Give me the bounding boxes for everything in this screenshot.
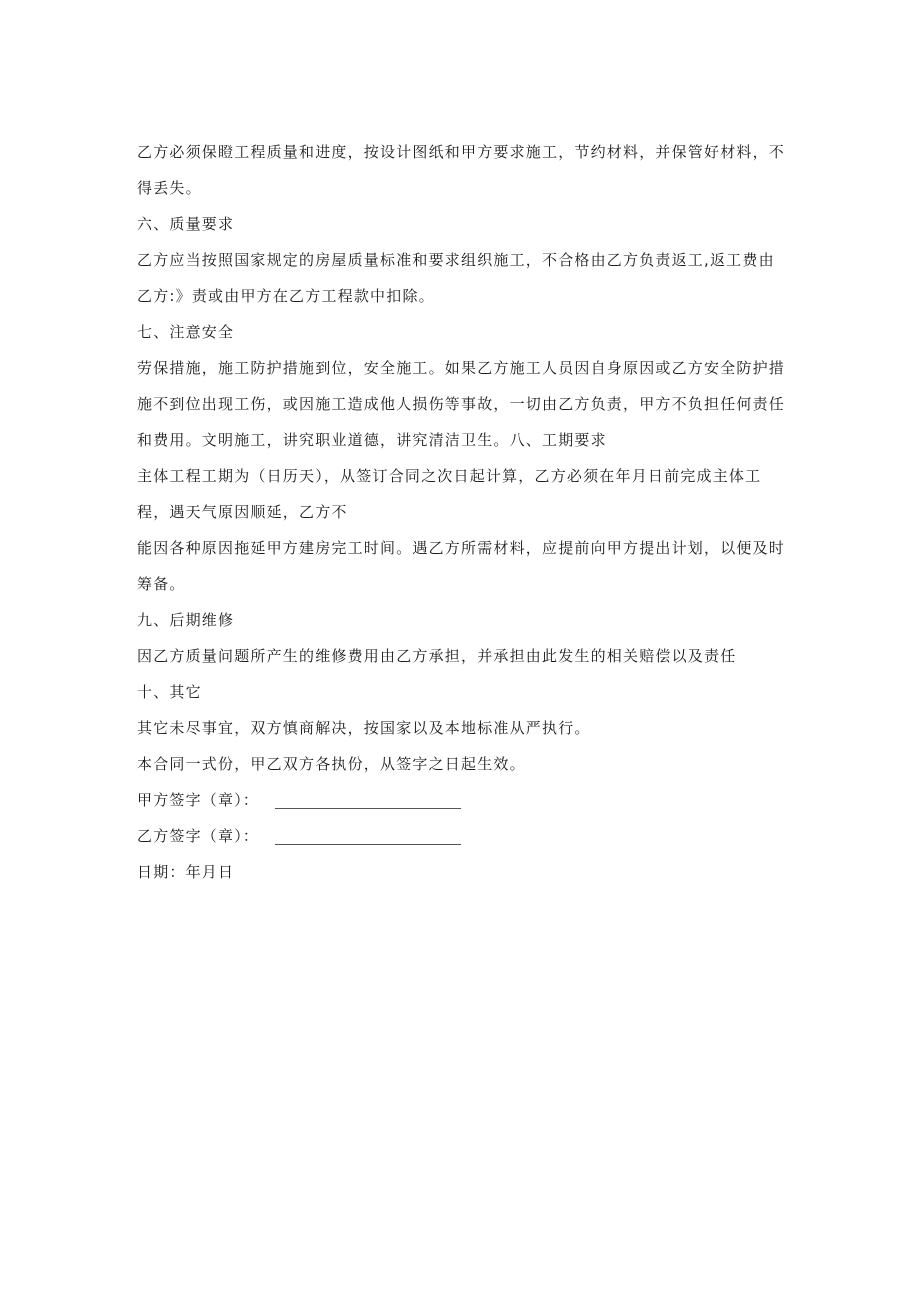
- paragraph-other-matters: 其它未尽事宜，双方慎商解决，按国家以及本地标准从严执行。: [137, 719, 591, 737]
- signature-line-party-b: [275, 822, 461, 845]
- paragraph-maintenance-cost: 因乙方质量问题所产生的维修费用由乙方承担，并承担由此发生的相关赔偿以及责任: [137, 647, 737, 665]
- heading-other: 十、其它: [137, 683, 202, 701]
- signature-label-party-a: 甲方签字（章）：: [137, 791, 260, 809]
- paragraph-material-care: 乙方必须保瞪工程质量和进度，按设计图纸和甲方要求施工，节约材料，并保管好材料，不得丢失。: [137, 143, 786, 197]
- paragraph-schedule: 主体工程工期为（日历天），从签订合同之次日起计算，乙方必须在年月日前完成主体工程，遇天气原因顺延，乙方不: [137, 467, 762, 521]
- signature-row-party-b: [137, 818, 787, 854]
- paragraph-safety-measures: 劳保措施，施工防护措施到位，安全施工。如果乙方施工人员因自身原因或乙方安全防护措施不到位出现工伤，或因施工造成他人损伤等事故，一切由乙方负责，甲方不负担任何责任和费用。文明施工，讲究职业道德，讲究清洁卫生。八、工期要求: [137, 359, 786, 449]
- signature-row-party-a: [137, 782, 787, 818]
- paragraph-copies: 本合同一式份，甲乙双方各执份，从签字之日起生效。: [137, 755, 526, 773]
- paragraph-quality-standard: 乙方应当按照国家规定的房屋质量标准和要求组织施工，不合格由乙方负责返工,返工费由乙方:》责或由甲方在乙方工程款中扣除。: [137, 251, 775, 305]
- signature-label-party-b: 乙方签字（章）：: [137, 827, 260, 845]
- heading-maintenance: 九、后期维修: [137, 611, 235, 629]
- signature-line-party-a: [275, 786, 461, 809]
- heading-safety: 七、注意安全: [137, 323, 235, 341]
- contract-page: [137, 134, 787, 890]
- heading-quality-requirements: 六、质量要求: [137, 215, 235, 233]
- paragraph-no-delay: 能因各种原因拖延甲方建房完工时间。遇乙方所需材料，应提前向甲方提出计划，以便及时筹备。: [137, 539, 786, 593]
- date-label: 日期：年月日: [137, 863, 235, 881]
